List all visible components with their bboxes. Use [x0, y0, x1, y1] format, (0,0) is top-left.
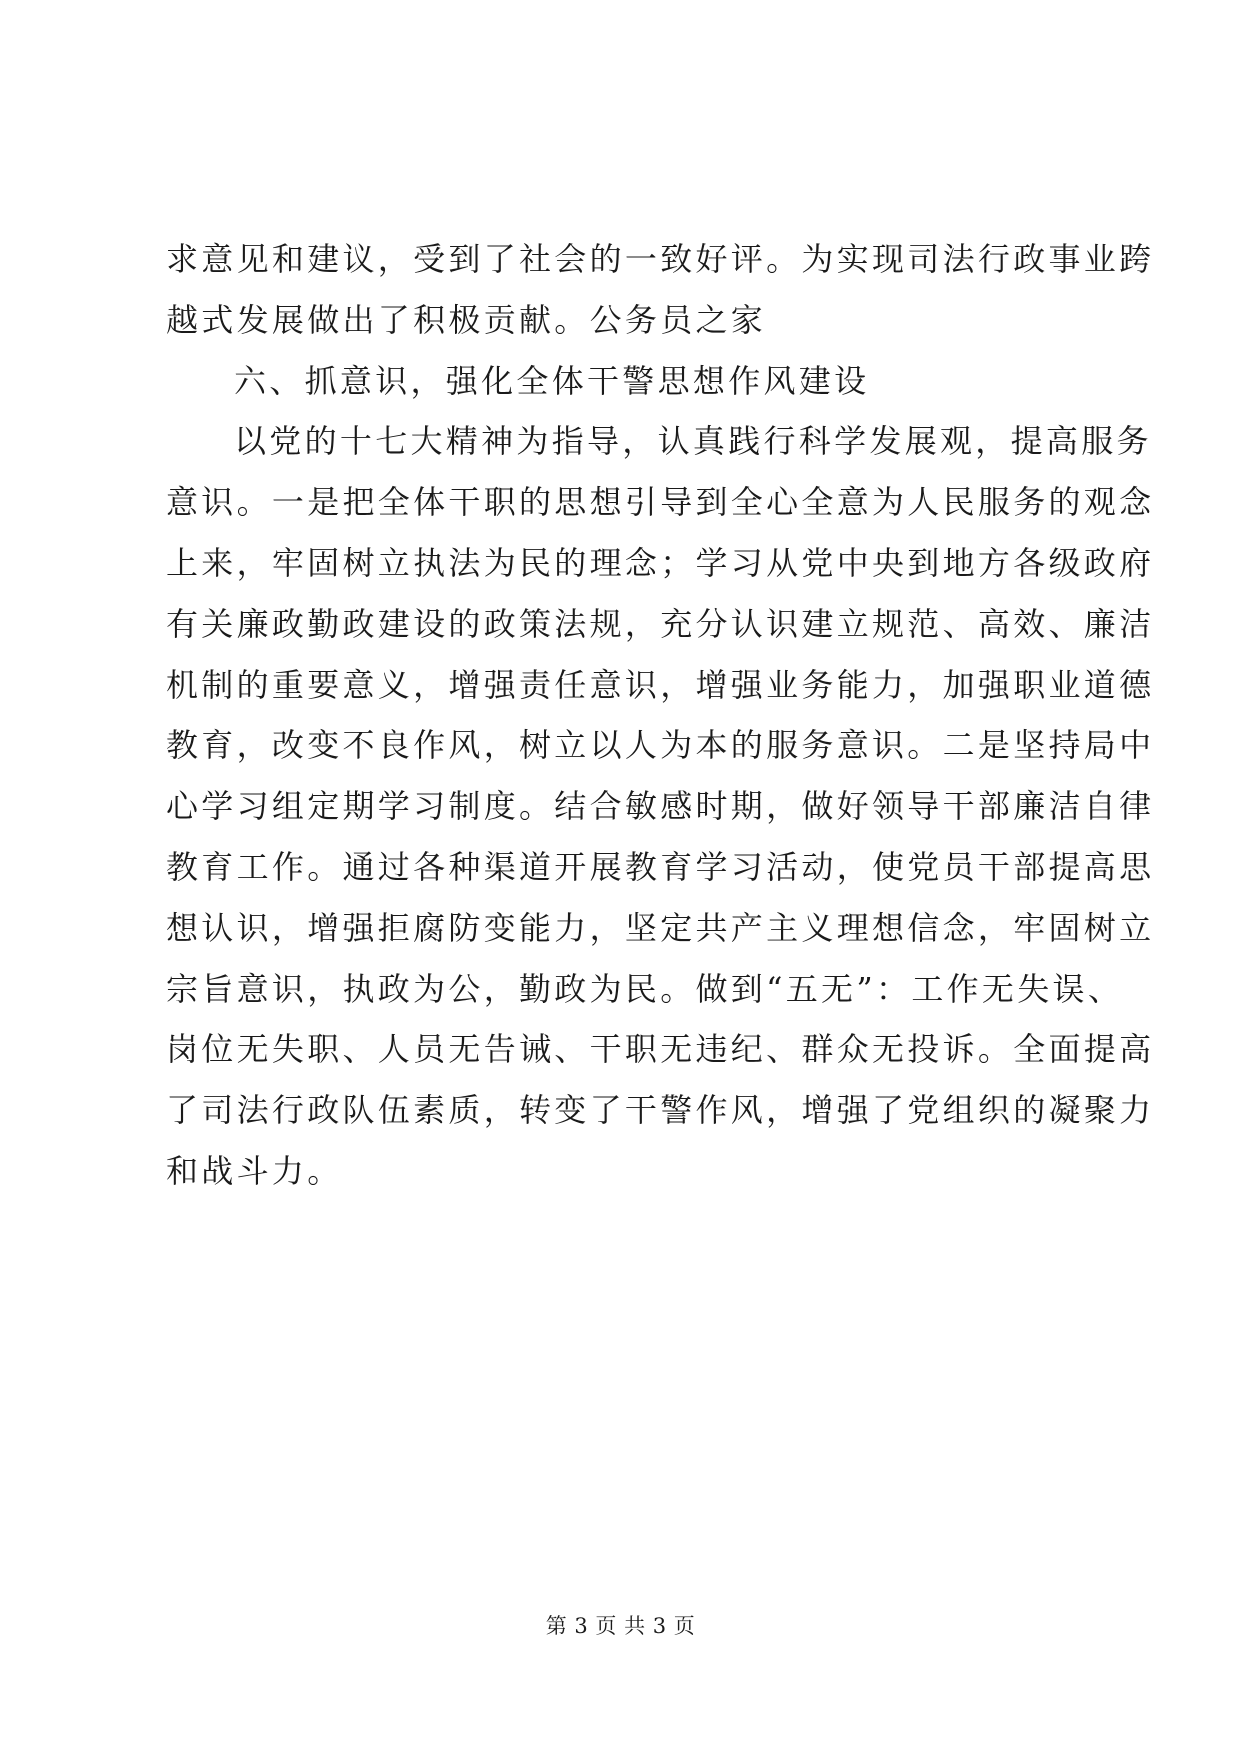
text-line: 机制的重要意义，增强责任意识，增强业务能力，加强职业道德 [166, 665, 1155, 704]
text-line: 和战斗力。 [166, 1151, 343, 1190]
text-line: 岗位无失职、人员无告诫、干职无违纪、群众无投诉。全面提高 [166, 1030, 1155, 1069]
text-line: 有关廉政勤政建设的政策法规，充分认识建立规范、高效、廉洁 [166, 604, 1155, 643]
text-line: 意识。一是把全体干职的思想引导到全心全意为人民服务的观念 [166, 483, 1155, 522]
section-heading: 六、抓意识，强化全体干警思想作风建设 [234, 361, 870, 400]
text-line: 以党的十七大精神为指导，认真践行科学发展观，提高服务 [234, 422, 1152, 461]
text-line: 越式发展做出了积极贡献。公务员之家 [166, 300, 767, 339]
text-line: 上来，牢固树立执法为民的理念；学习从党中央到地方各级政府 [166, 543, 1155, 582]
body-text [166, 229, 1155, 1202]
text-line: 心学习组定期学习制度。结合敏感时期，做好领导干部廉洁自律 [166, 787, 1155, 826]
page-number-footer: 第 3 页 共 3 页 [545, 1614, 696, 1638]
text-line: 教育，改变不良作风，树立以人为本的服务意识。二是坚持局中 [166, 726, 1155, 765]
text-line: 想认识，增强拒腐防变能力，坚定共产主义理想信念，牢固树立 [166, 908, 1155, 947]
text-line: 宗旨意识，执政为公，勤政为民。做到“五无”：工作无失误、 [166, 969, 1124, 1008]
text-line: 教育工作。通过各种渠道开展教育学习活动，使党员干部提高思 [166, 847, 1155, 886]
text-line: 了司法行政队伍素质，转变了干警作风，增强了党组织的凝聚力 [166, 1091, 1155, 1130]
text-line: 求意见和建议，受到了社会的一致好评。为实现司法行政事业跨 [166, 240, 1155, 278]
